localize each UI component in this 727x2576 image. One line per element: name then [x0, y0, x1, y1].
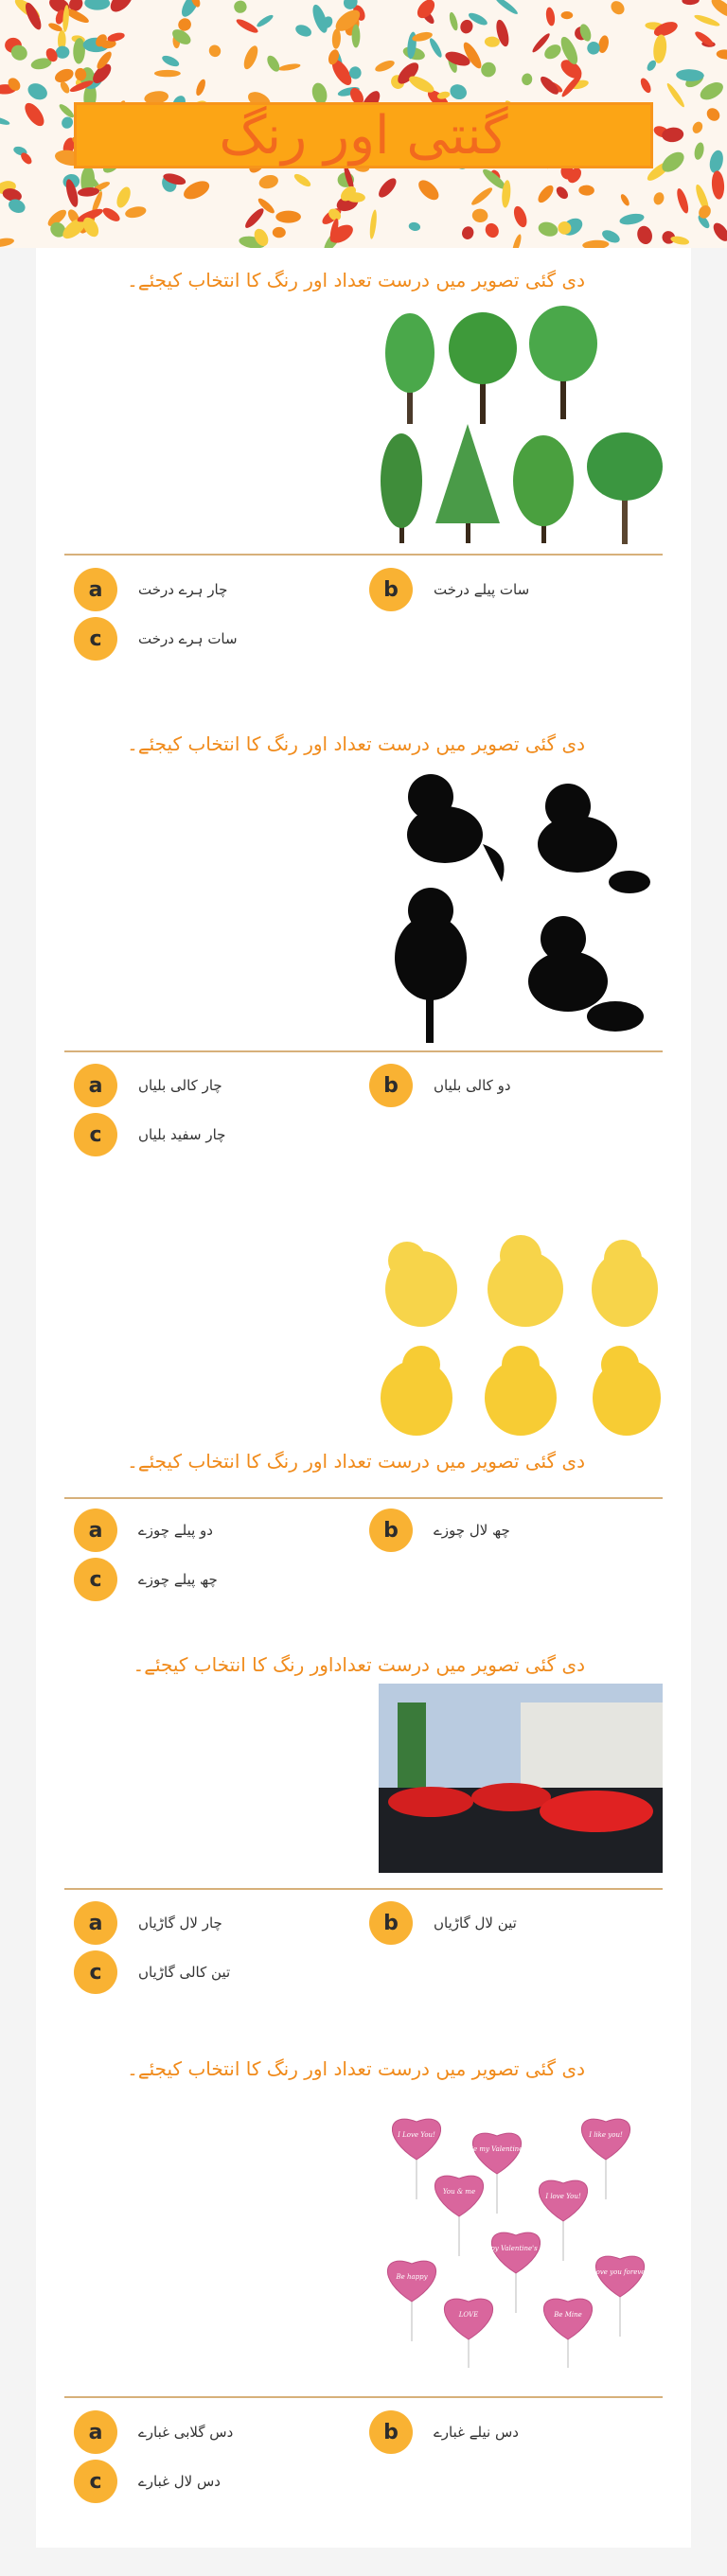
leaf	[698, 79, 726, 103]
trees-image	[379, 301, 663, 547]
leaf	[293, 171, 312, 188]
leaf	[154, 70, 181, 77]
question-text: دی گئی تصویر میں درست تعداد اور رنگ کا انتخاب کیجئے۔	[127, 269, 585, 291]
leaf	[115, 185, 133, 209]
leaf	[582, 239, 610, 248]
leaf	[578, 185, 594, 196]
leaf	[428, 37, 444, 59]
leaf	[478, 60, 499, 80]
balloon-text: Be happy	[396, 2273, 428, 2281]
leaf	[206, 43, 222, 60]
option-a[interactable]	[74, 1509, 213, 1552]
title-band	[74, 102, 653, 168]
leaf	[408, 221, 421, 232]
question-text: دی گئی تصویر میں درست تعداد اور رنگ کا انتخاب کیجئے۔	[127, 1450, 585, 1473]
leaf	[485, 36, 501, 47]
option-a[interactable]	[74, 568, 227, 611]
leaf	[415, 177, 442, 203]
leaf	[459, 18, 475, 35]
leaf	[242, 206, 266, 231]
question-text: دی گئی تصویر میں درست تعداد اور رنگ کا انتخاب کیجئے۔	[127, 2057, 585, 2080]
leaf	[233, 0, 247, 14]
leaf	[635, 224, 654, 246]
header-banner	[0, 0, 727, 248]
leaf	[639, 77, 653, 95]
leaf	[691, 120, 705, 135]
leaf	[704, 105, 722, 123]
option-c-label: دس لال غبارے	[138, 2473, 221, 2490]
leaf	[561, 11, 574, 19]
leaf	[541, 42, 563, 62]
cars-photo	[379, 1684, 663, 1873]
leaf	[537, 220, 559, 238]
chicks-image	[379, 1223, 663, 1450]
leaf	[257, 173, 279, 190]
option-a-badge: a	[74, 2410, 117, 2454]
leaf	[124, 204, 147, 220]
leaf	[652, 34, 668, 64]
balloon-text: Be Mine	[554, 2311, 582, 2319]
option-b[interactable]	[369, 568, 529, 611]
leaf	[619, 193, 630, 207]
tree	[587, 432, 663, 544]
leaf	[471, 208, 488, 223]
leaf	[536, 183, 557, 205]
tree	[381, 433, 422, 543]
chick	[488, 1235, 563, 1327]
heart-balloon	[588, 2256, 650, 2337]
chick	[381, 1346, 452, 1436]
leaf	[708, 149, 726, 174]
leaf	[100, 205, 122, 224]
option-c-badge: c	[74, 617, 117, 661]
leaf	[711, 170, 725, 200]
option-c-label: چار سفید بلیاں	[138, 1126, 226, 1143]
option-c[interactable]	[74, 1113, 225, 1156]
leaf	[0, 115, 10, 127]
divider	[64, 2396, 663, 2398]
heart-balloon	[444, 2299, 492, 2368]
leaf	[483, 221, 501, 239]
leaf	[693, 142, 705, 161]
leaf	[0, 237, 15, 248]
tree	[449, 312, 517, 424]
option-a[interactable]	[74, 1064, 222, 1107]
option-a[interactable]	[74, 2410, 233, 2454]
leaf	[275, 211, 301, 223]
option-b-label: سات پیلے درخت	[434, 581, 530, 598]
leaf	[256, 13, 275, 29]
question-3	[36, 1223, 691, 1649]
tree	[385, 313, 434, 424]
question-text: دی گئی تصویر میں درست تعداداور رنگ کا انتخاب کیجئے۔	[133, 1653, 585, 1676]
heart-balloon	[543, 2299, 592, 2368]
option-b[interactable]	[369, 2410, 519, 2454]
option-c[interactable]	[74, 1950, 230, 1994]
option-a-badge: a	[74, 1509, 117, 1552]
question-5	[36, 2057, 691, 2531]
option-c-badge: c	[74, 1558, 117, 1601]
cat	[407, 774, 505, 882]
leaf	[235, 17, 259, 35]
option-c[interactable]	[74, 2460, 221, 2503]
red-car	[471, 1783, 551, 1811]
leaf	[510, 234, 523, 248]
leaf	[448, 81, 470, 102]
option-a-label: چار ہرے درخت	[138, 581, 228, 598]
leaf	[652, 191, 665, 206]
leaf	[21, 99, 47, 129]
chick	[385, 1242, 457, 1327]
option-c-badge: c	[74, 1950, 117, 1994]
option-c-badge: c	[74, 2460, 117, 2503]
option-b[interactable]	[369, 1509, 510, 1552]
tree	[435, 424, 500, 543]
balloon-text: You & me	[442, 2188, 476, 2196]
leaf	[161, 54, 181, 69]
cat	[528, 916, 644, 1032]
divider	[64, 1050, 663, 1052]
option-a-badge: a	[74, 1901, 117, 1945]
leaf	[711, 221, 727, 244]
quiz-card	[36, 248, 691, 2548]
leaf	[709, 0, 727, 20]
option-c-label: چھ پیلے چوزے	[138, 1571, 218, 1588]
option-a-badge: a	[74, 1064, 117, 1107]
heart-balloon	[581, 2119, 629, 2199]
option-b-badge: b	[369, 1901, 413, 1945]
leaf	[511, 204, 529, 229]
red-car	[540, 1791, 653, 1832]
leaf	[331, 28, 341, 49]
heart-balloon	[387, 2261, 435, 2341]
tree	[513, 435, 574, 543]
option-b-badge: b	[369, 1509, 413, 1552]
balloon-text: I love You!	[545, 2193, 581, 2200]
leaf	[448, 11, 459, 31]
balloon-text: I Love You!	[398, 2131, 435, 2139]
chick	[485, 1346, 557, 1436]
option-a-badge: a	[74, 568, 117, 611]
divider	[64, 554, 663, 556]
option-c-label: تین کالی گاڑیاں	[138, 1964, 231, 1981]
tree	[529, 306, 597, 419]
cat	[395, 888, 467, 1043]
option-b-label: دو کالی بلیاں	[434, 1077, 511, 1094]
leaf	[716, 49, 727, 61]
leaf	[493, 0, 520, 16]
option-a-label: چار لال گاڑیاں	[138, 1914, 222, 1932]
leaf	[470, 185, 494, 207]
option-b-badge: b	[369, 1064, 413, 1107]
option-b-label: دس نیلے غبارے	[434, 2424, 519, 2441]
heart-balloon	[392, 2119, 440, 2199]
leaf	[352, 25, 361, 48]
option-b[interactable]	[369, 1064, 511, 1107]
leaf	[460, 225, 475, 241]
leaf	[376, 175, 399, 200]
balloon-text: I love you forever!	[589, 2268, 651, 2276]
question-1	[36, 248, 691, 683]
leaf	[273, 227, 286, 238]
leaf	[619, 212, 646, 226]
leaf	[26, 80, 50, 103]
option-b-badge: b	[369, 2410, 413, 2454]
balloon-text: I like you!	[589, 2131, 623, 2139]
option-a-label: چار کالی بلیاں	[138, 1077, 222, 1094]
option-c-badge: c	[74, 1113, 117, 1156]
leaf	[609, 0, 628, 17]
option-b[interactable]	[369, 1901, 517, 1945]
leaf	[675, 187, 691, 215]
divider	[64, 1497, 663, 1499]
balloon-text: Happy Valentine's Day!	[476, 2245, 556, 2252]
cats-image	[379, 768, 663, 1052]
question-4	[36, 1653, 691, 2051]
leaf	[368, 209, 378, 239]
leaf	[194, 78, 207, 97]
cat	[538, 784, 650, 893]
leaf	[545, 7, 557, 26]
leaf	[23, 1, 44, 32]
option-a-label: دو پیلے چوزے	[138, 1522, 213, 1539]
option-b-badge: b	[369, 568, 413, 611]
option-c[interactable]	[74, 1558, 218, 1601]
leaf	[374, 59, 397, 74]
option-a[interactable]	[74, 1901, 222, 1945]
option-a-label: دس گلابی غبارے	[138, 2424, 234, 2441]
option-b-label: چھ لال چوزے	[434, 1522, 510, 1539]
leaf	[693, 13, 720, 28]
chick	[593, 1346, 661, 1436]
leaf	[652, 19, 680, 39]
question-2	[36, 721, 691, 1156]
leaf	[107, 0, 137, 16]
chick	[592, 1240, 658, 1327]
question-text: دی گئی تصویر میں درست تعداد اور رنگ کا انتخاب کیجئے۔	[127, 732, 585, 755]
leaf	[84, 0, 110, 10]
balloon-text: Be my Valentine!	[468, 2145, 526, 2153]
leaf	[293, 23, 313, 39]
option-c-label: سات ہرے درخت	[138, 630, 238, 647]
leaf	[277, 62, 300, 72]
divider	[64, 1888, 663, 1890]
balloons-image	[379, 2095, 663, 2370]
balloon-text: LOVE	[458, 2311, 479, 2319]
leaf	[554, 185, 570, 202]
leaf	[665, 81, 686, 109]
leaf	[682, 0, 700, 6]
leaf	[265, 54, 282, 74]
red-car	[388, 1787, 473, 1817]
option-b-label: تین لال گاڑیاں	[434, 1914, 517, 1932]
option-c[interactable]	[74, 617, 238, 661]
leaf	[521, 73, 533, 86]
page-title: گنتی اور رنگ	[219, 104, 508, 167]
leaf	[241, 44, 261, 71]
